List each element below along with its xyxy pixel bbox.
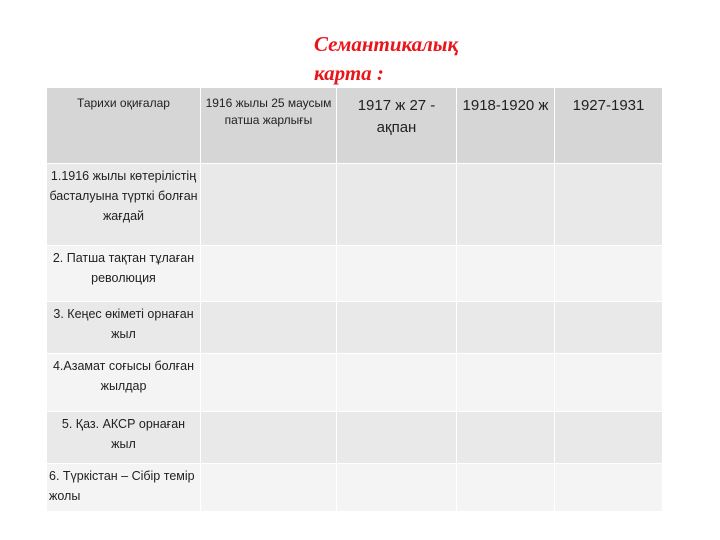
event-cell: 4.Азамат соғысы болған жылдар [47,354,201,412]
answer-cell [201,164,337,246]
answer-cell [201,246,337,302]
event-cell: 5. Қаз. АКСР орнаған жыл [47,412,201,464]
event-cell: 1.1916 жылы көтерілістің басталуына түрткі болған жағдай [47,164,201,246]
table-row [47,464,663,512]
page-title-line-2: карта : [314,61,384,85]
event-cell: 3. Кеңес өкіметі орнаған жыл [47,302,201,354]
table-row [47,246,663,302]
table-row [47,412,663,464]
column-header-1916: 1916 жылы 25 маусым патша жарлығы [201,88,337,164]
answer-cell [337,412,457,464]
column-header-1917: 1917 ж 27 - ақпан [337,88,457,164]
event-cell: 6. Түркістан – Сібір темір жолы [47,464,201,512]
answer-cell [337,302,457,354]
answer-cell [337,464,457,512]
page-title [290,30,510,88]
answer-cell [337,354,457,412]
answer-cell [457,246,555,302]
answer-cell [201,464,337,512]
column-header-1927-1931: 1927-1931 [555,88,663,164]
answer-cell [555,246,663,302]
answer-cell [337,246,457,302]
answer-cell [555,164,663,246]
column-header-1918-1920: 1918-1920 ж [457,88,555,164]
table-row [47,354,663,412]
answer-cell [201,354,337,412]
answer-cell [555,302,663,354]
answer-cell [337,164,457,246]
answer-cell [457,412,555,464]
event-cell: 2. Патша тақтан тұлаған революция [47,246,201,302]
answer-cell [457,354,555,412]
answer-cell [201,302,337,354]
answer-cell [555,354,663,412]
table-row [47,164,663,246]
table-row [47,302,663,354]
column-header-events: Тарихи оқиғалар [47,88,201,164]
table-header-row [47,88,663,164]
answer-cell [201,412,337,464]
answer-cell [457,464,555,512]
answer-cell [457,164,555,246]
answer-cell [457,302,555,354]
semantic-map-table [46,87,663,512]
answer-cell [555,464,663,512]
answer-cell [555,412,663,464]
page-title-line-1: Семантикалық [314,32,459,56]
